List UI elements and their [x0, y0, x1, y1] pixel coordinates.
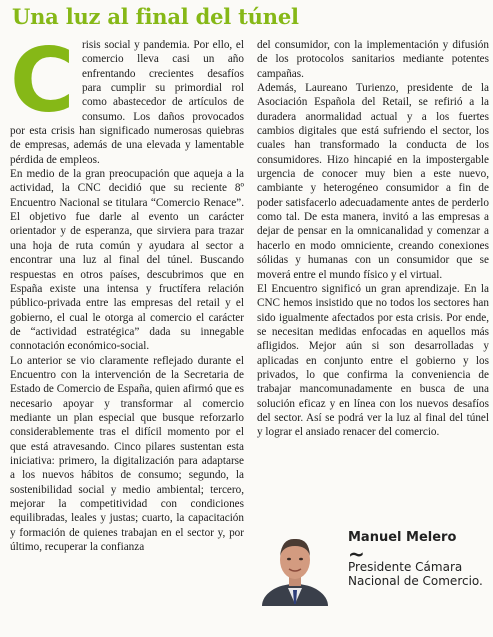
author-role: Presidente Cámara Nacional de Comercio. [348, 560, 483, 588]
drop-cap: C [10, 29, 75, 132]
tilde-ornament: ~ [348, 542, 365, 566]
paragraph-intro: risis social y pandemia. Por ello, el comercio lleva casi un año enfrentando crecientes desafíos para cumplir su primordial rol como abastecedor de artículos de consumo. Los daños provocados por esta crisis han significado numerosas quiebras de empresas, además de una elevada y lamentable pérdida de empleos. [10, 39, 244, 166]
left-column [10, 29, 244, 554]
paragraph-turienzo: Además, Laureano Turienzo, presidente de la Asociación Española del Retail, se refirió a la duradera anormalidad actual y a los fuertes cambios digitales que está sufriendo el sector, los cuales han transformado la conducta de los consumidores. Hizo hincapié en la impostergable urgencia de conocer muy bien a este nuevo, cambiante y heterogéneo consumidor a fin de poder satisfacerlo adecuadamente antes de perderlo como tal. De esta manera, invitó a las empresas a dejar de pensar en la omnicanalidad y comenzar a hacerlo en modo omniciente, creando conexiones sólidas y humanas con un consumidor que se moverá entre el mundo físico y el virtual. [257, 82, 489, 281]
paragraph-encuentro: En medio de la gran preocupación que aqueja a la actividad, la CNC decidió que su reciente 8º Encuentro Nacional se titulara “Comercio Renace”. El objetivo fue darle al evento un carácter orientador y de esperanza, que sirviera para trazar una hoja de ruta común y ayudara al sector a encontrar una luz al final del túnel. Buscando respuestas en otros países, descubrimos que en España existe una intensa y fructífera relación público-privada entre las empresas del retail y el gobierno, el cual le otorga al comercio el carácter de “actividad estratégica” dada su innegable connotación económico-social. [10, 168, 244, 353]
author-photo [262, 528, 328, 606]
author-name: Manuel Melero [348, 530, 457, 545]
article-title: Una luz al final del túnel [12, 4, 299, 29]
paragraph-espana: Lo anterior se vio claramente reflejado durante el Encuentro con la intervención de la Secretaria de Estado de Comercio de España, quien afirmó que es necesario apoyar y transformar al comercio mediante un plan especial que busque reforzarlo considerablemente tras el difícil momento por el que está atravesando. Cinco pilares sustentan esta iniciativa: primero, la digitalización para adaptarse a los nuevos hábitos de consumo; segundo, la sostenibilidad social y medio ambiental; tercero, mejorar la competitividad con condiciones equilibradas, leales y justas; cuarto, la capacitación y formación de quienes trabajan en el sector y, por último, recuperar la confianza [10, 354, 244, 554]
author-block [258, 528, 490, 608]
paragraph-conclusion: El Encuentro significó un gran aprendizaje. En la CNC hemos insistido que no todos los sectores han sido igualmente afectados por esta crisis. Por ende, se necesitan medidas enfocadas en aquellos más afligidos. Mejor aún si son desarrolladas y aplicadas en conjunto entre el gobierno y los privados, lo que confirma la conveniencia de trabajar mancomunadamente en busca de una solución eficaz y en línea con los nuevos desafíos del sector. Así se podrá ver la luz al final del túnel y lograr el ansiado renacer del comercio. [257, 282, 489, 439]
paragraph-continuation: del consumidor, con la implementación y difusión de los protocolos sanitarios mediante potentes campañas. [257, 39, 489, 80]
right-column [257, 38, 489, 440]
